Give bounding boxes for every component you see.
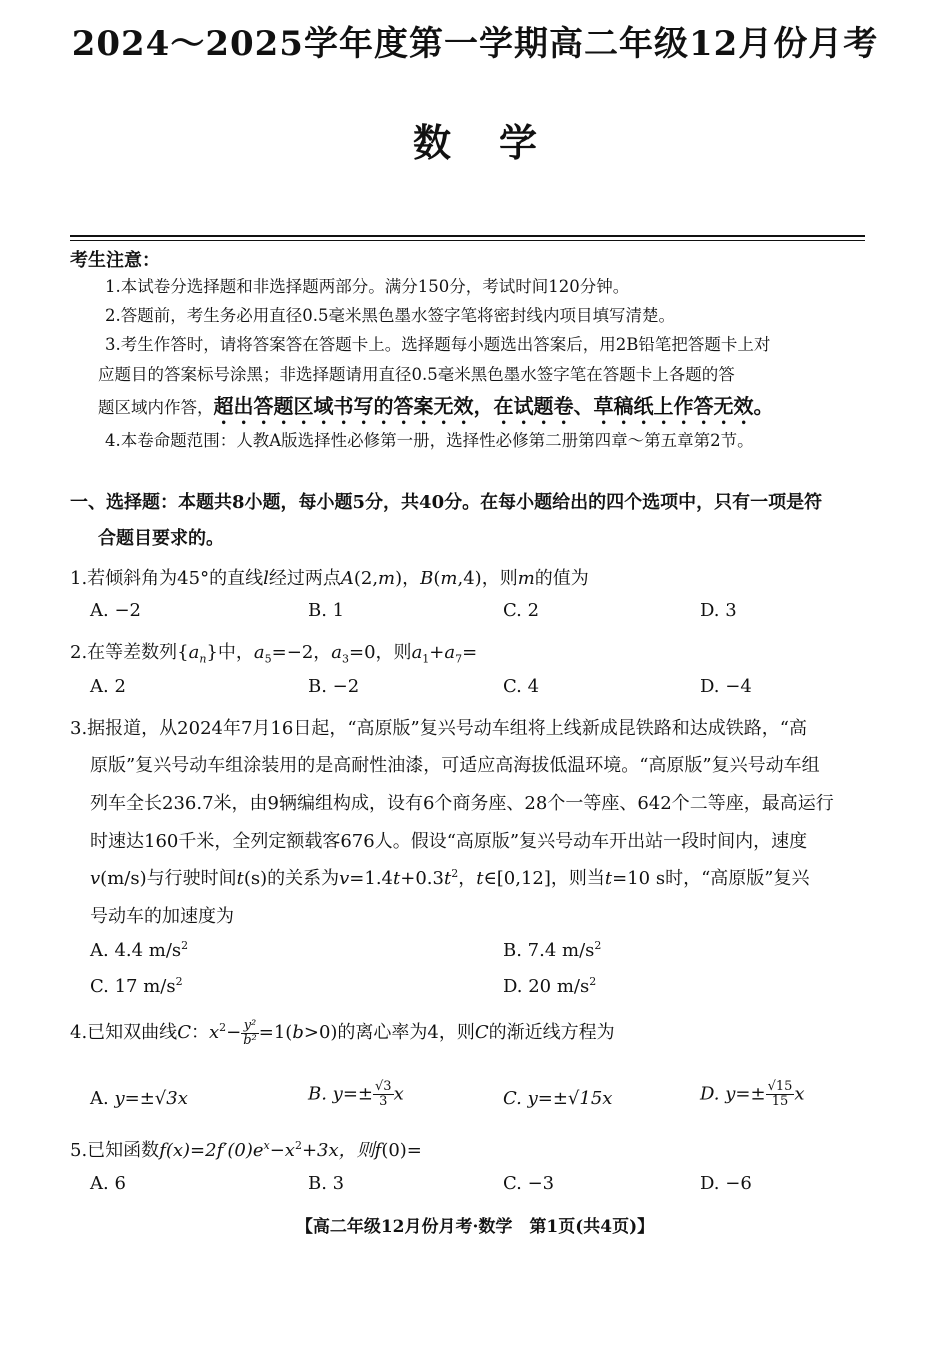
divider-thick — [70, 235, 865, 237]
question-3-line-5: v(m/s)与行驶时间t(s)的关系为$v=1.4t+0.3t^2$，t∈[0,12]，则当t=10 s时，“高原版”复兴 — [90, 867, 810, 889]
q4-option-c: C. y=±√15x — [503, 1088, 613, 1109]
q5-option-a: A. 6 — [90, 1173, 126, 1194]
q3-option-a: A. 4.4 $m/s^2$ — [90, 939, 189, 961]
exam-title: 2024～2025学年度第一学期高二年级12月份月考 — [71, 24, 879, 64]
section-heading-line-1: 一、选择题：本题共8小题，每小题5分，共40分。在每小题给出的四个选项中，只有一项是符 — [70, 492, 823, 513]
q2-option-b: B. −2 — [308, 676, 360, 697]
question-3-line-2: 原版”复兴号动车组涂装用的是高耐性油漆，可适应高海拔低温环境。“高原版”复兴号动车组 — [90, 755, 820, 776]
q5-option-d: D. −6 — [700, 1173, 752, 1194]
question-3-line-4: 时速达160千米，全列定额载客676人。假设“高原版”复兴号动车开出站一段时间内，速度 — [90, 831, 808, 852]
q1-option-c: C. 2 — [503, 600, 540, 621]
question-4: 4.已知双曲线C：$x^2-$ $\frac{\text{y²}}{\text{b²}}$ =1(b>0)的离心率为4，则C的渐近线方程为 — [70, 1017, 615, 1048]
question-3-line-1: 3.据报道，从2024年7月16日起，“高原版”复兴号动车组将上线新成昆铁路和达成铁路，“高 — [70, 718, 807, 739]
question-3-line-3: 列车全长236.7米，由9辆编组构成，设有6个商务座、28个一等座、642个二等座，最高运行 — [90, 793, 834, 814]
q3-option-d: D. 20 $m/s^2$ — [503, 975, 597, 997]
notice-item-4: 4.本卷命题范围：人教A版选择性必修第一册，选择性必修第二册第四章～第五章第2节。 — [105, 431, 754, 450]
question-1: 1.若倾斜角为45°的直线l经过两点A(2,m)，B(m,4)，则m的值为 — [70, 568, 589, 589]
q1-option-d: D. 3 — [700, 600, 737, 621]
notice-item-3-line-2: 应题目的答案标号涂黑；非选择题请用直径0.5毫米黑色墨水签字笔在答题卡上各题的答 — [98, 365, 735, 384]
q2-option-d: D. −4 — [700, 676, 752, 697]
notice-emphasis: 超出答题区域书写的答案无效，在试题卷、草稿纸上作答无效。 — [213, 394, 774, 418]
question-5: 5.已知函数$f(x)=2f'(0)e^x-x^2+3x$，则f(0)= — [70, 1139, 422, 1161]
subject-heading: 数学 — [412, 120, 585, 165]
question-2: 2.在等差数列$\{a_n\}$中，$a_5=-2$，$a_3=0$，则$a_1+a_7=$ — [70, 642, 478, 666]
notice-heading: 考生注意： — [70, 250, 160, 271]
page-footer: 【高二年级12月份月考·数学 第1页(共4页)】 — [295, 1217, 655, 1237]
question-3-line-6: 号动车的加速度为 — [90, 906, 234, 927]
notice-item-1: 1.本试卷分选择题和非选择题两部分。满分150分，考试时间120分钟。 — [105, 277, 630, 296]
q4-option-d: D. y=± $\frac{√15}{15}$ x — [700, 1079, 805, 1109]
q2-option-a: A. 2 — [90, 676, 126, 697]
notice-item-3-line-3 — [98, 394, 863, 429]
fraction: $\frac{√15}{15}$ — [767, 1079, 793, 1109]
notice-item-3-line-1: 3.考生作答时，请将答案答在答题卡上。选择题每小题选出答案后，用2B铅笔把答题卡上对 — [105, 335, 771, 354]
fraction: $\frac{\text{y²}}{\text{b²}}$ — [243, 1017, 257, 1048]
notice-item-3-text: 题区域内作答， — [98, 398, 214, 417]
q4-option-a: A. y=±√3x — [90, 1088, 188, 1109]
section-heading-line-2: 合题目要求的。 — [98, 528, 224, 549]
q5-option-b: B. 3 — [308, 1173, 345, 1194]
q3-option-b: B. 7.4 $m/s^2$ — [503, 939, 602, 961]
notice-item-2: 2.答题前，考生务必用直径0.5毫米黑色墨水签字笔将密封线内项目填写清楚。 — [105, 306, 675, 325]
fraction: $\frac{√3}{3}$ — [375, 1079, 392, 1109]
q2-option-c: C. 4 — [503, 676, 540, 697]
q3-option-c: C. 17 $m/s^2$ — [90, 975, 183, 997]
q4-option-b: B. y=± $\frac{√3}{3}$ x — [308, 1079, 404, 1109]
q5-option-c: C. −3 — [503, 1173, 555, 1194]
q1-option-b: B. 1 — [308, 600, 345, 621]
q1-option-a: A. −2 — [90, 600, 141, 621]
divider-thin — [70, 240, 865, 241]
